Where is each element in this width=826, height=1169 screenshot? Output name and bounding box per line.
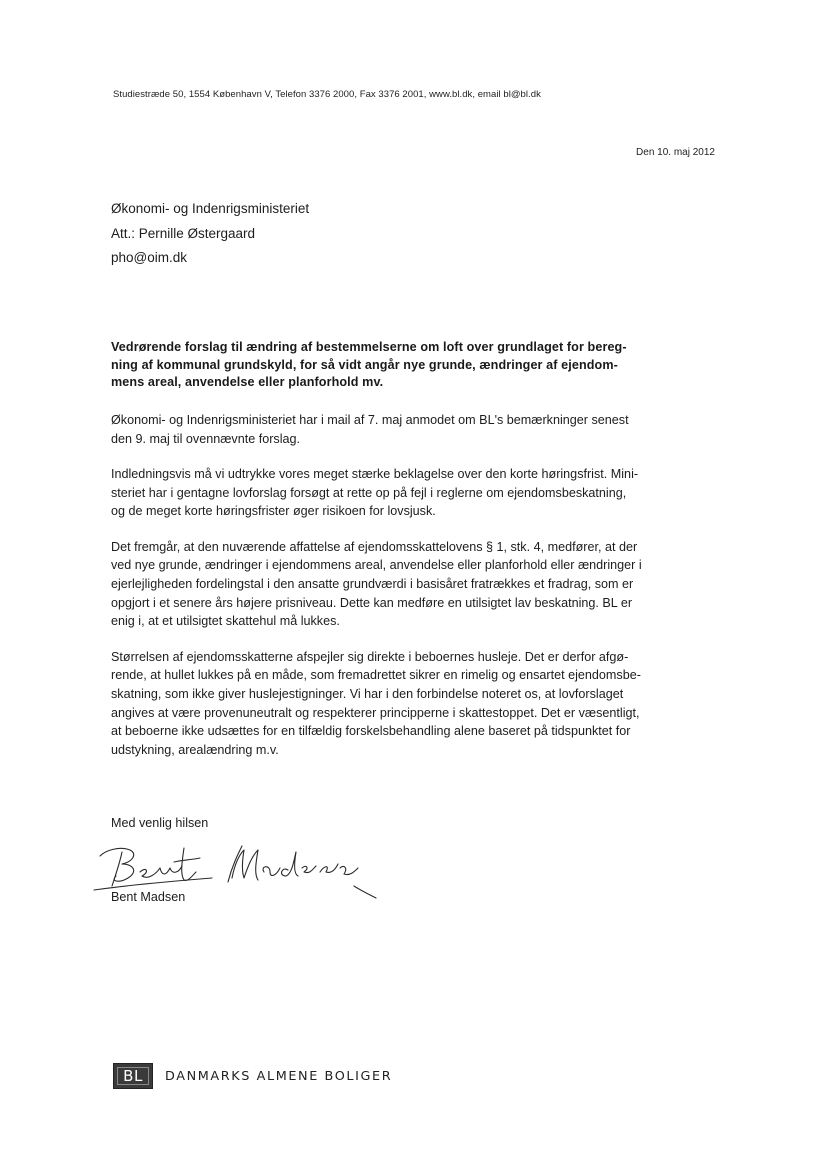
signer-name: Bent Madsen xyxy=(111,890,186,904)
body-line: skatning, som ikke giver huslejestigninger. Vi har i den forbindelse noteret os, at lovforslaget xyxy=(111,686,624,701)
letterhead-address: Studiestræde 50, 1554 København V, Telefon 3376 2000, Fax 3376 2001, www.bl.dk, email bl@bl.dk xyxy=(113,89,541,100)
body-line: enig i, at et utilsigtet skattehul må lukkes. xyxy=(111,614,340,629)
subject-line: ning af kommunal grundskyld, for så vidt angår nye grunde, ændringer af ejendom- xyxy=(111,357,618,372)
letter-subject xyxy=(111,339,711,392)
subject-line: mens areal, anvendelse eller planforhold mv. xyxy=(111,375,384,389)
body-paragraph-1 xyxy=(111,411,717,448)
organization-name: DANMARKS ALMENE BOLIGER xyxy=(165,1068,393,1084)
closing-greeting: Med venlig hilsen xyxy=(111,816,209,830)
body-line: Indledningsvis må vi udtrykke vores meget stærke beklagelse over den korte høringsfrist. Mini- xyxy=(111,466,639,481)
body-line: Det fremgår, at den nuværende affattelse af ejendomsskattelovens § 1, stk. 4, medfører, at der xyxy=(111,539,638,554)
body-paragraph-4 xyxy=(111,648,717,760)
letter-body xyxy=(111,411,717,776)
recipient-attention: Att.: Pernille Østergaard xyxy=(111,225,256,241)
body-line: rende, at hullet lukkes på en måde, som fremadrettet sikrer en rimelig og ensartet ejendomsbe- xyxy=(111,668,641,683)
body-line: Økonomi- og Indenrigsministeriet har i mail af 7. maj anmodet om BL's bemærkninger senest xyxy=(111,413,629,427)
body-line: angives at være provenuneutralt og respekterer principperne i skattestoppet. Det er væsentligt, xyxy=(111,705,640,720)
body-line: ved nye grunde, ændringer i ejendommens areal, anvendelse eller planforhold eller ændringer i xyxy=(111,558,642,573)
body-line: at beboerne ikke udsættes for en tilfældig forskelsbehandling alene baseret på tidspunktet for xyxy=(111,724,631,739)
body-paragraph-3 xyxy=(111,538,717,632)
body-paragraph-2 xyxy=(111,465,717,521)
footer-logo xyxy=(113,1062,392,1090)
body-line: den 9. maj til ovennævnte forslag. xyxy=(111,431,301,446)
body-line: Størrelsen af ejendomsskatterne afspejler sig direkte i beboernes husleje. Det er derfor afgø- xyxy=(111,649,629,664)
letter-date: Den 10. maj 2012 xyxy=(636,147,715,158)
bl-logo-text: BL xyxy=(123,1067,143,1085)
subject-line: Vedrørende forslag til ændring af bestemmelserne om loft over grundlaget for bereg- xyxy=(111,340,627,354)
recipient-block xyxy=(111,197,511,271)
recipient-ministry: Økonomi- og Indenrigsministeriet xyxy=(111,201,310,216)
body-line: udstykning, arealændring m.v. xyxy=(111,743,279,758)
body-line: og de meget korte høringsfrister øger risikoen for lovsjusk. xyxy=(111,504,436,519)
bl-logo-mark xyxy=(113,1063,153,1089)
body-line: ejerlejligheden fordelingstal i den ansatte grundværdi i basisåret fratrækkes et fradrag, som er xyxy=(111,576,634,591)
recipient-email: pho@oim.dk xyxy=(111,250,187,265)
body-line: opgjort i et senere års højere prisniveau. Dette kan medføre en utilsigtet lav beskatning. BL er xyxy=(111,595,633,610)
body-line: steriet har i gentagne lovforslag forsøgt at rette op på fejl i reglerne om ejendomsbeskatning, xyxy=(111,485,627,500)
